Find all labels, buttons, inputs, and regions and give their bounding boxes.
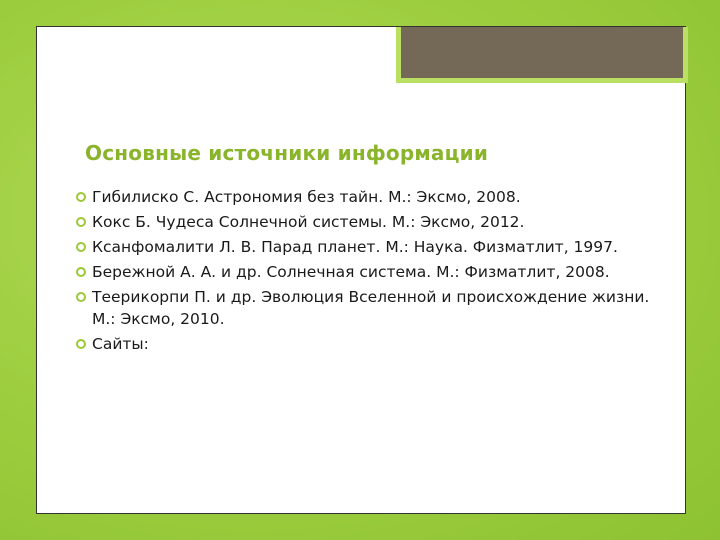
decorative-top-block — [396, 27, 688, 83]
circle-bullet-icon — [76, 267, 86, 277]
circle-bullet-icon — [76, 217, 86, 227]
list-item-text: Теерикорпи П. и др. Эволюция Вселенной и происхождение жизни. М.: Эксмо, 2010. — [92, 288, 650, 328]
list-item — [76, 211, 662, 233]
list-item — [76, 236, 662, 258]
circle-bullet-icon — [76, 192, 86, 202]
circle-bullet-icon — [76, 339, 86, 349]
circle-bullet-icon — [76, 242, 86, 252]
circle-bullet-icon — [76, 292, 86, 302]
list-item-text: Кокс Б. Чудеса Солнечной системы. М.: Эксмо, 2012. — [92, 213, 525, 231]
list-item-text: Бережной А. А. и др. Солнечная система. М.: Физматлит, 2008. — [92, 263, 610, 281]
list-item — [76, 333, 662, 355]
list-item — [76, 186, 662, 208]
slide-title: Основные источники информации — [85, 141, 489, 165]
list-item-text: Гибилиско С. Астрономия без тайн. М.: Эксмо, 2008. — [92, 188, 521, 206]
sources-list — [76, 186, 676, 358]
list-item-text: Сайты: — [92, 335, 149, 353]
list-item — [76, 286, 662, 330]
decorative-top-block-fill — [401, 27, 683, 78]
list-item — [76, 261, 662, 283]
list-item-text: Ксанфомалити Л. В. Парад планет. М.: Наука. Физматлит, 1997. — [92, 238, 618, 256]
